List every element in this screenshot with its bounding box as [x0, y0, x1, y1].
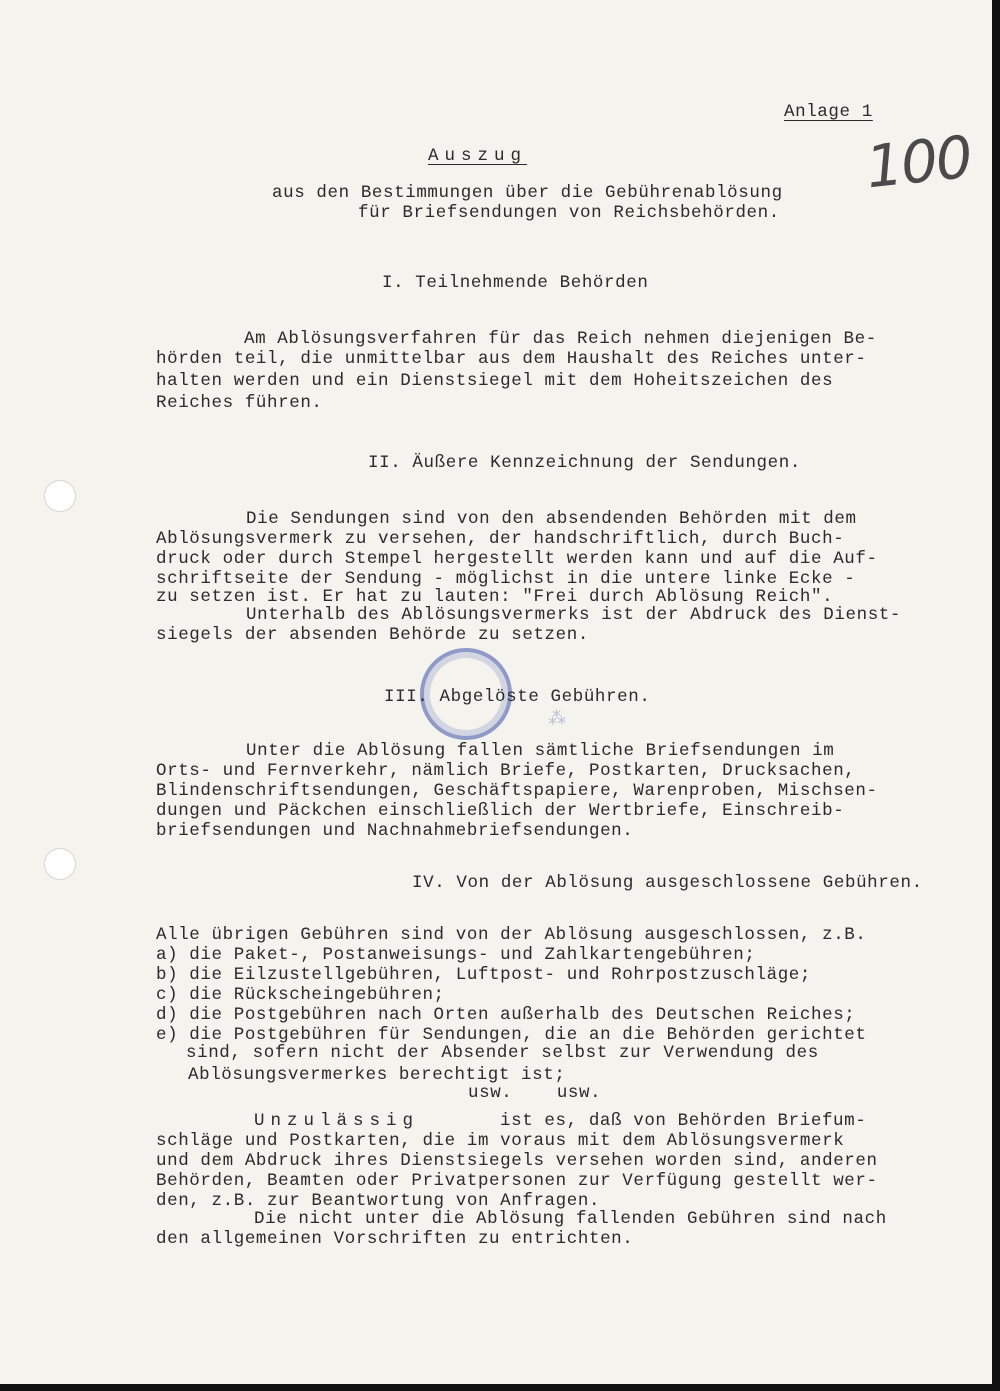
scan-edge-bottom [0, 1384, 1000, 1391]
final-paragraph-line: den allgemeinen Vorschriften zu entrichten. [156, 1229, 634, 1249]
section-3-heading: III. Abgelöste Gebühren. [384, 687, 651, 707]
subtitle-line-1: aus den Bestimmungen über die Gebührenablösung [272, 183, 783, 203]
section-3-line: briefsendungen und Nachnahmebriefsendungen. [156, 821, 634, 841]
final-paragraph-line: den, z.B. zur Beantwortung von Anfragen. [156, 1191, 601, 1211]
section-2-heading: II. Äußere Kennzeichnung der Sendungen. [368, 453, 801, 473]
document-title: Auszug [428, 146, 528, 166]
final-paragraph-line: und dem Abdruck ihres Dienstsiegels versehen worden sind, anderen [156, 1151, 878, 1171]
punch-hole-bottom [44, 848, 76, 880]
section-3-line: Orts- und Fernverkehr, nämlich Briefe, Postkarten, Drucksachen, [156, 761, 856, 781]
final-paragraph-line: schläge und Postkarten, die im voraus mit dem Ablösungsvermerk [156, 1131, 845, 1151]
section-4-intro: Alle übrigen Gebühren sind von der Ablösung ausgeschlossen, z.B. [156, 925, 867, 945]
section-2-line: schriftseite der Sendung - möglichst in die untere linke Ecke - [156, 569, 856, 589]
section-1-heading: I. Teilnehmende Behörden [382, 273, 649, 293]
section-3-line: Blindenschriftsendungen, Geschäftspapiere, Warenproben, Mischsen- [156, 781, 878, 801]
section-2-line: druck oder durch Stempel hergestellt werden kann und auf die Auf- [156, 549, 878, 569]
exclusion-item: b) die Eilzustellgebühren, Luftpost- und Rohrpostzuschläge; [156, 965, 812, 985]
final-paragraph-line: Behörden, Beamten oder Privatpersonen zur Verfügung gestellt wer- [156, 1171, 878, 1191]
faded-stamp-mark: ⁂ [547, 707, 567, 729]
exclusion-item-continued: Ablösungsvermerkes berechtigt ist; [188, 1065, 566, 1085]
anlage-label: Anlage 1 [784, 102, 873, 122]
section-3-line: Unter die Ablösung fallen sämtliche Briefsendungen im [246, 741, 835, 761]
section-2-line: Die Sendungen sind von den absendenden Behörden mit dem [246, 509, 857, 529]
final-paragraph-line: ist es, daß von Behörden Briefum- [500, 1111, 867, 1131]
section-2-line: Unterhalb des Ablösungsvermerks ist der Abdruck des Dienst- [246, 605, 902, 625]
exclusion-item: c) die Rückscheingebühren; [156, 985, 445, 1005]
section-4-heading: IV. Von der Ablösung ausgeschlossene Gebühren. [412, 873, 923, 893]
exclusion-item: a) die Paket-, Postanweisungs- und Zahlkartengebühren; [156, 945, 756, 965]
handwritten-page-number: 100 [862, 122, 974, 202]
punch-hole-top [44, 480, 76, 512]
exclusion-item-continued: sind, sofern nicht der Absender selbst zur Verwendung des [186, 1043, 819, 1063]
section-2-line: Ablösungsvermerk zu versehen, der handschriftlich, durch Buch- [156, 529, 845, 549]
unzulaessig-word: Unzulässig [254, 1111, 420, 1131]
section-2-line: siegels der absenden Behörde zu setzen. [156, 625, 589, 645]
exclusion-item: d) die Postgebühren nach Orten außerhalb des Deutschen Reiches; [156, 1005, 856, 1025]
section-2-line: zu setzen ist. Er hat zu lauten: "Frei durch Ablösung Reich". [156, 587, 834, 607]
scan-edge-right [992, 0, 1000, 1391]
section-1-line: hörden teil, die unmittelbar aus dem Haushalt des Reiches unter- [156, 349, 867, 369]
exclusion-item: e) die Postgebühren für Sendungen, die an die Behörden gerichtet [156, 1025, 867, 1045]
usw-line: usw. usw. [468, 1083, 602, 1103]
final-paragraph-line: Die nicht unter die Ablösung fallenden Gebühren sind nach [254, 1209, 887, 1229]
section-1-line: Reiches führen. [156, 393, 323, 413]
section-1-line: Am Ablösungsverfahren für das Reich nehmen diejenigen Be- [244, 329, 877, 349]
section-3-line: dungen und Päckchen einschließlich der Wertbriefe, Einschreib- [156, 801, 845, 821]
subtitle-line-2: für Briefsendungen von Reichsbehörden. [358, 203, 780, 223]
section-1-line: halten werden und ein Dienstsiegel mit dem Hoheitszeichen des [156, 371, 834, 391]
